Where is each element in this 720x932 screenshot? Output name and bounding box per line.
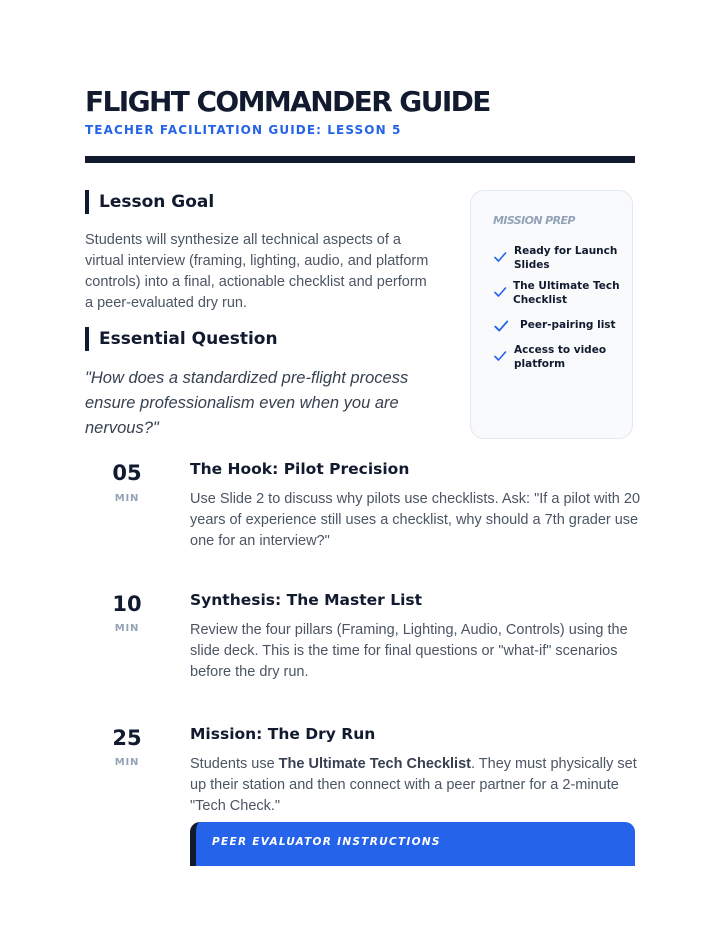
mission-prep-card bbox=[470, 190, 633, 439]
page-title: FLIGHT COMMANDER GUIDE bbox=[85, 85, 490, 118]
step-title: The Hook: Pilot Precision bbox=[190, 460, 410, 478]
prep-item-label: Peer-pairing list bbox=[520, 319, 616, 331]
mission-prep-title: MISSION PREP bbox=[493, 214, 575, 227]
step-unit: MIN bbox=[114, 623, 140, 634]
step-title: Synthesis: The Master List bbox=[190, 591, 423, 609]
peer-evaluator-box bbox=[190, 822, 635, 866]
essential-question-text: "How does a standardized pre-flight process ensure professionalism even when you are nervous?" bbox=[85, 369, 409, 437]
prep-item-label: Ready for Launch Slides bbox=[514, 245, 618, 271]
step-body-text: . They must physically set up their station and then connect with a peer partner for a 2-minute "Tech Check." bbox=[190, 756, 637, 814]
lesson-goal-heading: Lesson Goal bbox=[85, 190, 214, 214]
step-minutes: 10 bbox=[112, 592, 142, 616]
step-body bbox=[190, 754, 640, 817]
peer-evaluator-heading: PEER EVALUATOR INSTRUCTIONS bbox=[212, 836, 441, 848]
lesson-page bbox=[85, 84, 641, 848]
check-icon bbox=[493, 349, 507, 363]
check-icon bbox=[493, 285, 507, 299]
prep-item-label: Access to video platform bbox=[514, 344, 607, 370]
overview-section bbox=[85, 163, 635, 451]
step-minutes: 05 bbox=[112, 461, 142, 485]
step-unit: MIN bbox=[114, 493, 140, 504]
header-rule bbox=[85, 156, 635, 163]
page-subtitle: TEACHER FACILITATION GUIDE: LESSON 5 bbox=[85, 123, 402, 137]
step-minutes: 25 bbox=[112, 726, 142, 750]
step-body-emphasis: The Ultimate Tech Checklist bbox=[278, 756, 471, 772]
step-body-text: Students use bbox=[190, 756, 279, 772]
step-unit: MIN bbox=[114, 757, 140, 768]
check-icon bbox=[493, 318, 509, 334]
essential-question-heading: Essential Question bbox=[85, 327, 278, 351]
lesson-goal-text: Students will synthesize all technical aspects of a virtual interview (framing, lighting, audio, and platform controls) into a final, actionable checklist and perform a peer-evaluated dry run. bbox=[85, 232, 429, 311]
step-title: Mission: The Dry Run bbox=[190, 725, 376, 743]
prep-item-label: The Ultimate Tech Checklist bbox=[513, 280, 620, 306]
step-body: Use Slide 2 to discuss why pilots use checklists. Ask: "If a pilot with 20 years of experience still uses a checklist, why should a 7th grader use one for an interview?" bbox=[190, 491, 641, 549]
step-body: Review the four pillars (Framing, Lighting, Audio, Controls) using the slide deck. This is the time for final questions or "what-if" scenarios before the dry run. bbox=[190, 622, 628, 680]
check-icon bbox=[493, 250, 507, 264]
